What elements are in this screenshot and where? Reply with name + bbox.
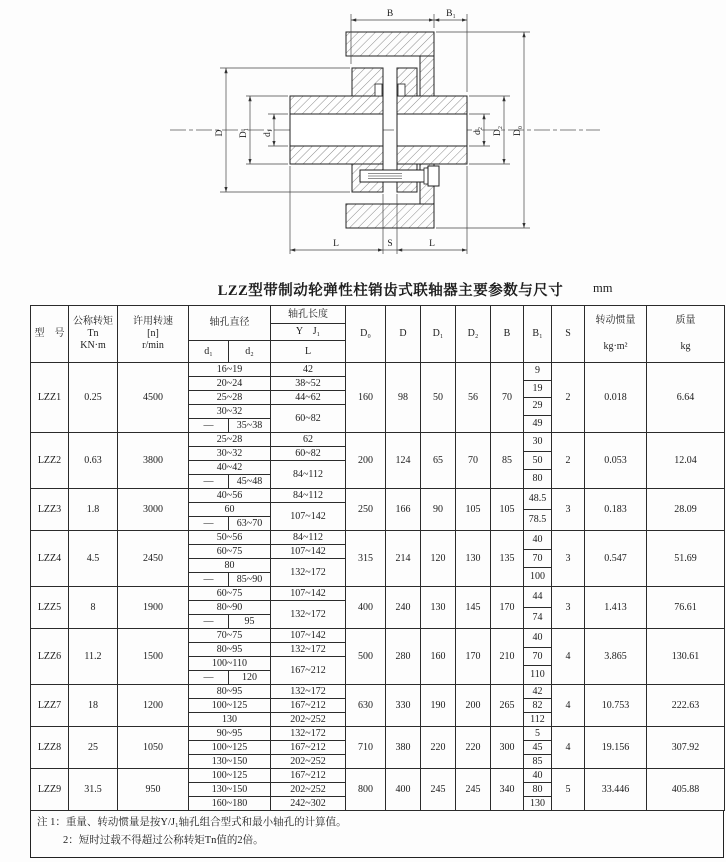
bore-cell: 20~24	[189, 377, 271, 391]
D0-cell: 630	[346, 685, 386, 727]
mass-cell: 51.69	[647, 531, 725, 587]
table-wrap	[30, 305, 724, 858]
b1-value: 30	[524, 433, 551, 452]
hub-left-bottom-band	[290, 146, 383, 164]
bore-d1-cell: —	[189, 615, 229, 629]
S-cell: 4	[552, 629, 585, 685]
bore-d2-cell: 63~70	[229, 517, 271, 531]
torque-cell: 31.5	[69, 769, 118, 811]
model-cell: LZZ2	[31, 433, 69, 489]
inertia-cell: 1.413	[585, 587, 647, 629]
table-row	[31, 433, 725, 447]
header-D: D	[386, 306, 421, 363]
length-cell: 60~82	[271, 405, 346, 433]
mass-cell: 6.64	[647, 363, 725, 433]
torque-cell: 8	[69, 587, 118, 629]
D2-cell: 105	[456, 489, 491, 531]
footnote-2: 2：短时过载不得超过公称转矩Tn值的2倍。	[63, 835, 264, 847]
bore-cell: 130~150	[189, 755, 271, 769]
S-cell: 3	[552, 489, 585, 531]
bore-cell: 40~56	[189, 489, 271, 503]
model-cell: LZZ6	[31, 629, 69, 685]
bore-cell: 30~32	[189, 405, 271, 419]
speed-cell: 2450	[118, 531, 189, 587]
length-cell: 84~112	[271, 461, 346, 489]
bore-cell: 80~95	[189, 643, 271, 657]
B1-cell	[524, 727, 552, 769]
bore-d2-cell: 85~90	[229, 573, 271, 587]
bore-d2-cell: 120	[229, 671, 271, 685]
bore-cell: 100~125	[189, 741, 271, 755]
b1-value: 40	[524, 769, 551, 783]
model-cell: LZZ7	[31, 685, 69, 727]
table-row	[31, 685, 725, 699]
coupling-section-drawing	[0, 0, 726, 272]
pin-top-right	[398, 84, 405, 96]
D0-cell: 160	[346, 363, 386, 433]
length-cell: 132~172	[271, 559, 346, 587]
dim-label-D: D	[215, 129, 225, 137]
B-cell: 85	[491, 433, 524, 489]
D2-cell: 245	[456, 769, 491, 811]
header-D2: D₂	[456, 306, 491, 363]
header-d1: d₁	[189, 341, 229, 363]
b1-value: 80	[524, 783, 551, 797]
D2-cell: 170	[456, 629, 491, 685]
B1-cell	[524, 629, 552, 685]
D1-cell: 120	[421, 531, 456, 587]
B-cell: 135	[491, 531, 524, 587]
length-cell: 167~212	[271, 741, 346, 755]
B1-cell	[524, 769, 552, 811]
length-cell: 44~62	[271, 391, 346, 405]
b1-value: 78.5	[528, 514, 547, 526]
b1-value: 80	[532, 473, 543, 485]
b1-value: 100	[530, 571, 545, 583]
inertia-cell: 3.865	[585, 629, 647, 685]
model-cell: LZZ3	[31, 489, 69, 531]
model-cell: LZZ4	[31, 531, 69, 587]
hub-right-top-band	[397, 96, 467, 114]
table-row	[31, 769, 725, 783]
S-cell: 3	[552, 531, 585, 587]
S-cell: 2	[552, 363, 585, 433]
b1-value: 9	[524, 363, 551, 381]
length-cell: 84~112	[271, 531, 346, 545]
header-model: 型 号	[31, 306, 69, 363]
b1-value: 130	[530, 797, 545, 809]
bore-cell: 60	[189, 503, 271, 517]
length-cell: 107~142	[271, 503, 346, 531]
B-cell: 70	[491, 363, 524, 433]
D1-cell: 90	[421, 489, 456, 531]
D0-cell: 710	[346, 727, 386, 769]
bore-cell: 100~125	[189, 769, 271, 783]
mass-cell: 76.61	[647, 587, 725, 629]
length-cell: 107~142	[271, 587, 346, 601]
bolt-washer	[424, 168, 428, 184]
length-cell: 62	[271, 433, 346, 447]
inertia-cell: 0.018	[585, 363, 647, 433]
dim-label-D2: D₂	[493, 125, 503, 137]
D0-cell: 400	[346, 587, 386, 629]
length-cell: 38~52	[271, 377, 346, 391]
header-bore-length: 轴孔长度	[271, 306, 346, 324]
torque-cell: 0.63	[69, 433, 118, 489]
bore-cell: 80~90	[189, 601, 271, 615]
length-cell: 132~172	[271, 601, 346, 629]
table-row	[31, 629, 725, 643]
model-cell: LZZ8	[31, 727, 69, 769]
D-cell: 240	[386, 587, 421, 629]
D-cell: 330	[386, 685, 421, 727]
D0-cell: 800	[346, 769, 386, 811]
bore-cell: 80	[189, 559, 271, 573]
D0-cell: 500	[346, 629, 386, 685]
length-cell: 132~172	[271, 685, 346, 699]
D-cell: 98	[386, 363, 421, 433]
speed-cell: 3000	[118, 489, 189, 531]
table-row	[31, 489, 725, 503]
bore-cell: 100~110	[189, 657, 271, 671]
header-L: L	[271, 341, 346, 363]
torque-cell: 4.5	[69, 531, 118, 587]
b1-value: 48.5	[524, 489, 551, 510]
dim-label-D1: D₁	[239, 127, 249, 139]
b1-value: 50	[524, 452, 551, 471]
D2-cell: 70	[456, 433, 491, 489]
table-row	[31, 531, 725, 545]
S-cell: 3	[552, 587, 585, 629]
D1-cell: 245	[421, 769, 456, 811]
table-row	[31, 587, 725, 601]
table-row	[31, 363, 725, 377]
S-cell: 5	[552, 769, 585, 811]
D-cell: 166	[386, 489, 421, 531]
header-D0: D₀	[346, 306, 386, 363]
b1-value: 82	[524, 699, 551, 713]
header-yj1: Y J₁	[271, 324, 346, 341]
S-cell: 4	[552, 685, 585, 727]
page-title: LZZ型带制动轮弹性柱销齿式联轴器主要参数与尺寸	[217, 283, 564, 299]
b1-value: 40	[524, 531, 551, 550]
length-cell: 167~212	[271, 769, 346, 783]
B-cell: 170	[491, 587, 524, 629]
table-header	[31, 306, 725, 363]
B-cell: 265	[491, 685, 524, 727]
model-cell: LZZ1	[31, 363, 69, 433]
B-cell: 105	[491, 489, 524, 531]
dim-label-S: S	[387, 239, 393, 249]
B-cell: 300	[491, 727, 524, 769]
b1-value: 85	[532, 755, 543, 767]
bore-cell: 40~42	[189, 461, 271, 475]
header-inertia: 转动惯量 kg·m²	[585, 306, 647, 363]
header-B: B	[491, 306, 524, 363]
D-cell: 124	[386, 433, 421, 489]
b1-value: 110	[530, 669, 545, 681]
b1-stack	[524, 433, 551, 488]
b1-value: 70	[524, 648, 551, 667]
speed-cell: 1050	[118, 727, 189, 769]
length-cell: 84~112	[271, 489, 346, 503]
b1-value: 40	[524, 629, 551, 648]
b1-value: 19	[524, 381, 551, 399]
B1-cell	[524, 587, 552, 629]
b1-value: 74	[532, 612, 543, 624]
torque-cell: 0.25	[69, 363, 118, 433]
dim-label-L-left: L	[333, 239, 339, 249]
speed-cell: 3800	[118, 433, 189, 489]
inertia-cell: 33.446	[585, 769, 647, 811]
model-cell: LZZ5	[31, 587, 69, 629]
D1-cell: 50	[421, 363, 456, 433]
hub-right-bottom-band	[397, 146, 467, 164]
b1-stack	[524, 629, 551, 684]
speed-cell: 1200	[118, 685, 189, 727]
mass-cell: 130.61	[647, 629, 725, 685]
header-bore-diameter: 轴孔直径	[189, 306, 271, 341]
header-speed: 许用转速 [n] r/min	[118, 306, 189, 363]
speed-cell: 1500	[118, 629, 189, 685]
footnote-1: 注 1：重量、转动惯量是按Y/J₁轴孔组合型式和最小轴孔的计算值。	[37, 817, 347, 828]
bore-cell: 130	[189, 713, 271, 727]
bore-cell: 50~56	[189, 531, 271, 545]
bore-d1-cell: —	[189, 573, 229, 587]
D-cell: 214	[386, 531, 421, 587]
speed-cell: 1900	[118, 587, 189, 629]
b1-value: 42	[524, 685, 551, 699]
dim-label-B: B	[386, 9, 394, 19]
B1-cell	[524, 531, 552, 587]
b1-value: 29	[524, 398, 551, 416]
inertia-cell: 10.753	[585, 685, 647, 727]
mass-cell: 12.04	[647, 433, 725, 489]
spec-table	[30, 305, 725, 811]
bore-cell: 60~75	[189, 545, 271, 559]
torque-cell: 25	[69, 727, 118, 769]
b1-stack	[524, 769, 551, 810]
mass-cell: 307.92	[647, 727, 725, 769]
B1-cell	[524, 685, 552, 727]
header-d2: d₂	[229, 341, 271, 363]
bore-cell: 90~95	[189, 727, 271, 741]
B1-cell	[524, 433, 552, 489]
brake-drum-top-wall	[346, 32, 434, 56]
dim-label-L-right: L	[429, 239, 435, 249]
length-cell: 60~82	[271, 447, 346, 461]
inertia-cell: 0.547	[585, 531, 647, 587]
table-row	[31, 727, 725, 741]
bore-cell: 80~95	[189, 685, 271, 699]
bore-cell: 16~19	[189, 363, 271, 377]
B1-cell	[524, 363, 552, 433]
length-cell: 202~252	[271, 783, 346, 797]
length-cell: 107~142	[271, 629, 346, 643]
bore-cell: 60~75	[189, 587, 271, 601]
bore-cell: 100~125	[189, 699, 271, 713]
length-cell: 167~212	[271, 657, 346, 685]
length-cell: 202~252	[271, 713, 346, 727]
B-cell: 340	[491, 769, 524, 811]
b1-stack	[524, 587, 551, 628]
speed-cell: 4500	[118, 363, 189, 433]
bore-d1-cell: —	[189, 475, 229, 489]
inertia-cell: 0.183	[585, 489, 647, 531]
torque-cell: 11.2	[69, 629, 118, 685]
dim-label-d2: d₂	[473, 126, 483, 136]
bore-cell: 160~180	[189, 797, 271, 811]
B1-cell	[524, 489, 552, 531]
speed-cell: 950	[118, 769, 189, 811]
D0-cell: 200	[346, 433, 386, 489]
inertia-cell: 0.053	[585, 433, 647, 489]
b1-value: 49	[532, 417, 543, 429]
torque-cell: 1.8	[69, 489, 118, 531]
D1-cell: 190	[421, 685, 456, 727]
length-cell: 132~172	[271, 643, 346, 657]
header-D1: D₁	[421, 306, 456, 363]
D2-cell: 220	[456, 727, 491, 769]
dim-label-d1: d₁	[263, 128, 273, 138]
S-cell: 2	[552, 433, 585, 489]
bore-d2-cell: 95	[229, 615, 271, 629]
D1-cell: 160	[421, 629, 456, 685]
b1-value: 44	[524, 587, 551, 608]
inertia-cell: 19.156	[585, 727, 647, 769]
b1-stack	[524, 489, 551, 530]
S-cell: 4	[552, 727, 585, 769]
header-B1: B₁	[524, 306, 552, 363]
b1-stack	[524, 363, 551, 432]
header-S: S	[552, 306, 585, 363]
bolt-head	[428, 166, 439, 186]
length-cell: 107~142	[271, 545, 346, 559]
table-body	[31, 363, 725, 811]
brake-drum-bottom-wall	[346, 204, 434, 228]
bore-d2-cell: 45~48	[229, 475, 271, 489]
footnotes	[30, 811, 724, 858]
b1-value: 45	[524, 741, 551, 755]
D0-cell: 250	[346, 489, 386, 531]
bore-cell: 30~32	[189, 447, 271, 461]
bore-d1-cell: —	[189, 419, 229, 433]
bore-d1-cell: —	[189, 671, 229, 685]
bore-cell: 25~28	[189, 391, 271, 405]
D2-cell: 130	[456, 531, 491, 587]
D1-cell: 130	[421, 587, 456, 629]
b1-value: 112	[530, 713, 545, 725]
bore-cell: 25~28	[189, 433, 271, 447]
length-cell: 242~302	[271, 797, 346, 811]
D2-cell: 145	[456, 587, 491, 629]
D1-cell: 220	[421, 727, 456, 769]
unit-label: mm	[593, 281, 613, 295]
D-cell: 400	[386, 769, 421, 811]
D0-cell: 315	[346, 531, 386, 587]
b1-stack	[524, 727, 551, 768]
mass-cell: 28.09	[647, 489, 725, 531]
torque-cell: 18	[69, 685, 118, 727]
D-cell: 380	[386, 727, 421, 769]
dim-label-B1: B₁	[446, 9, 456, 19]
length-cell: 202~252	[271, 755, 346, 769]
header-torque: 公称转矩 Tn KN·m	[69, 306, 118, 363]
length-cell: 167~212	[271, 699, 346, 713]
bore-cell: 130~150	[189, 783, 271, 797]
length-cell: 132~172	[271, 727, 346, 741]
brake-drum-web-top	[420, 56, 434, 96]
B-cell: 210	[491, 629, 524, 685]
length-cell: 42	[271, 363, 346, 377]
hub-left-top-band	[290, 96, 383, 114]
bore-d1-cell: —	[189, 517, 229, 531]
b1-value: 70	[524, 550, 551, 569]
header-mass: 质量 kg	[647, 306, 725, 363]
D2-cell: 200	[456, 685, 491, 727]
D2-cell: 56	[456, 363, 491, 433]
D-cell: 280	[386, 629, 421, 685]
pin-top-left	[375, 84, 382, 96]
bore-d2-cell: 35~38	[229, 419, 271, 433]
b1-stack	[524, 531, 551, 586]
b1-stack	[524, 685, 551, 726]
b1-value: 5	[524, 727, 551, 741]
model-cell: LZZ9	[31, 769, 69, 811]
dim-label-D0: D₀	[513, 125, 523, 137]
mass-cell: 222.63	[647, 685, 725, 727]
D1-cell: 65	[421, 433, 456, 489]
mass-cell: 405.88	[647, 769, 725, 811]
bore-cell: 70~75	[189, 629, 271, 643]
